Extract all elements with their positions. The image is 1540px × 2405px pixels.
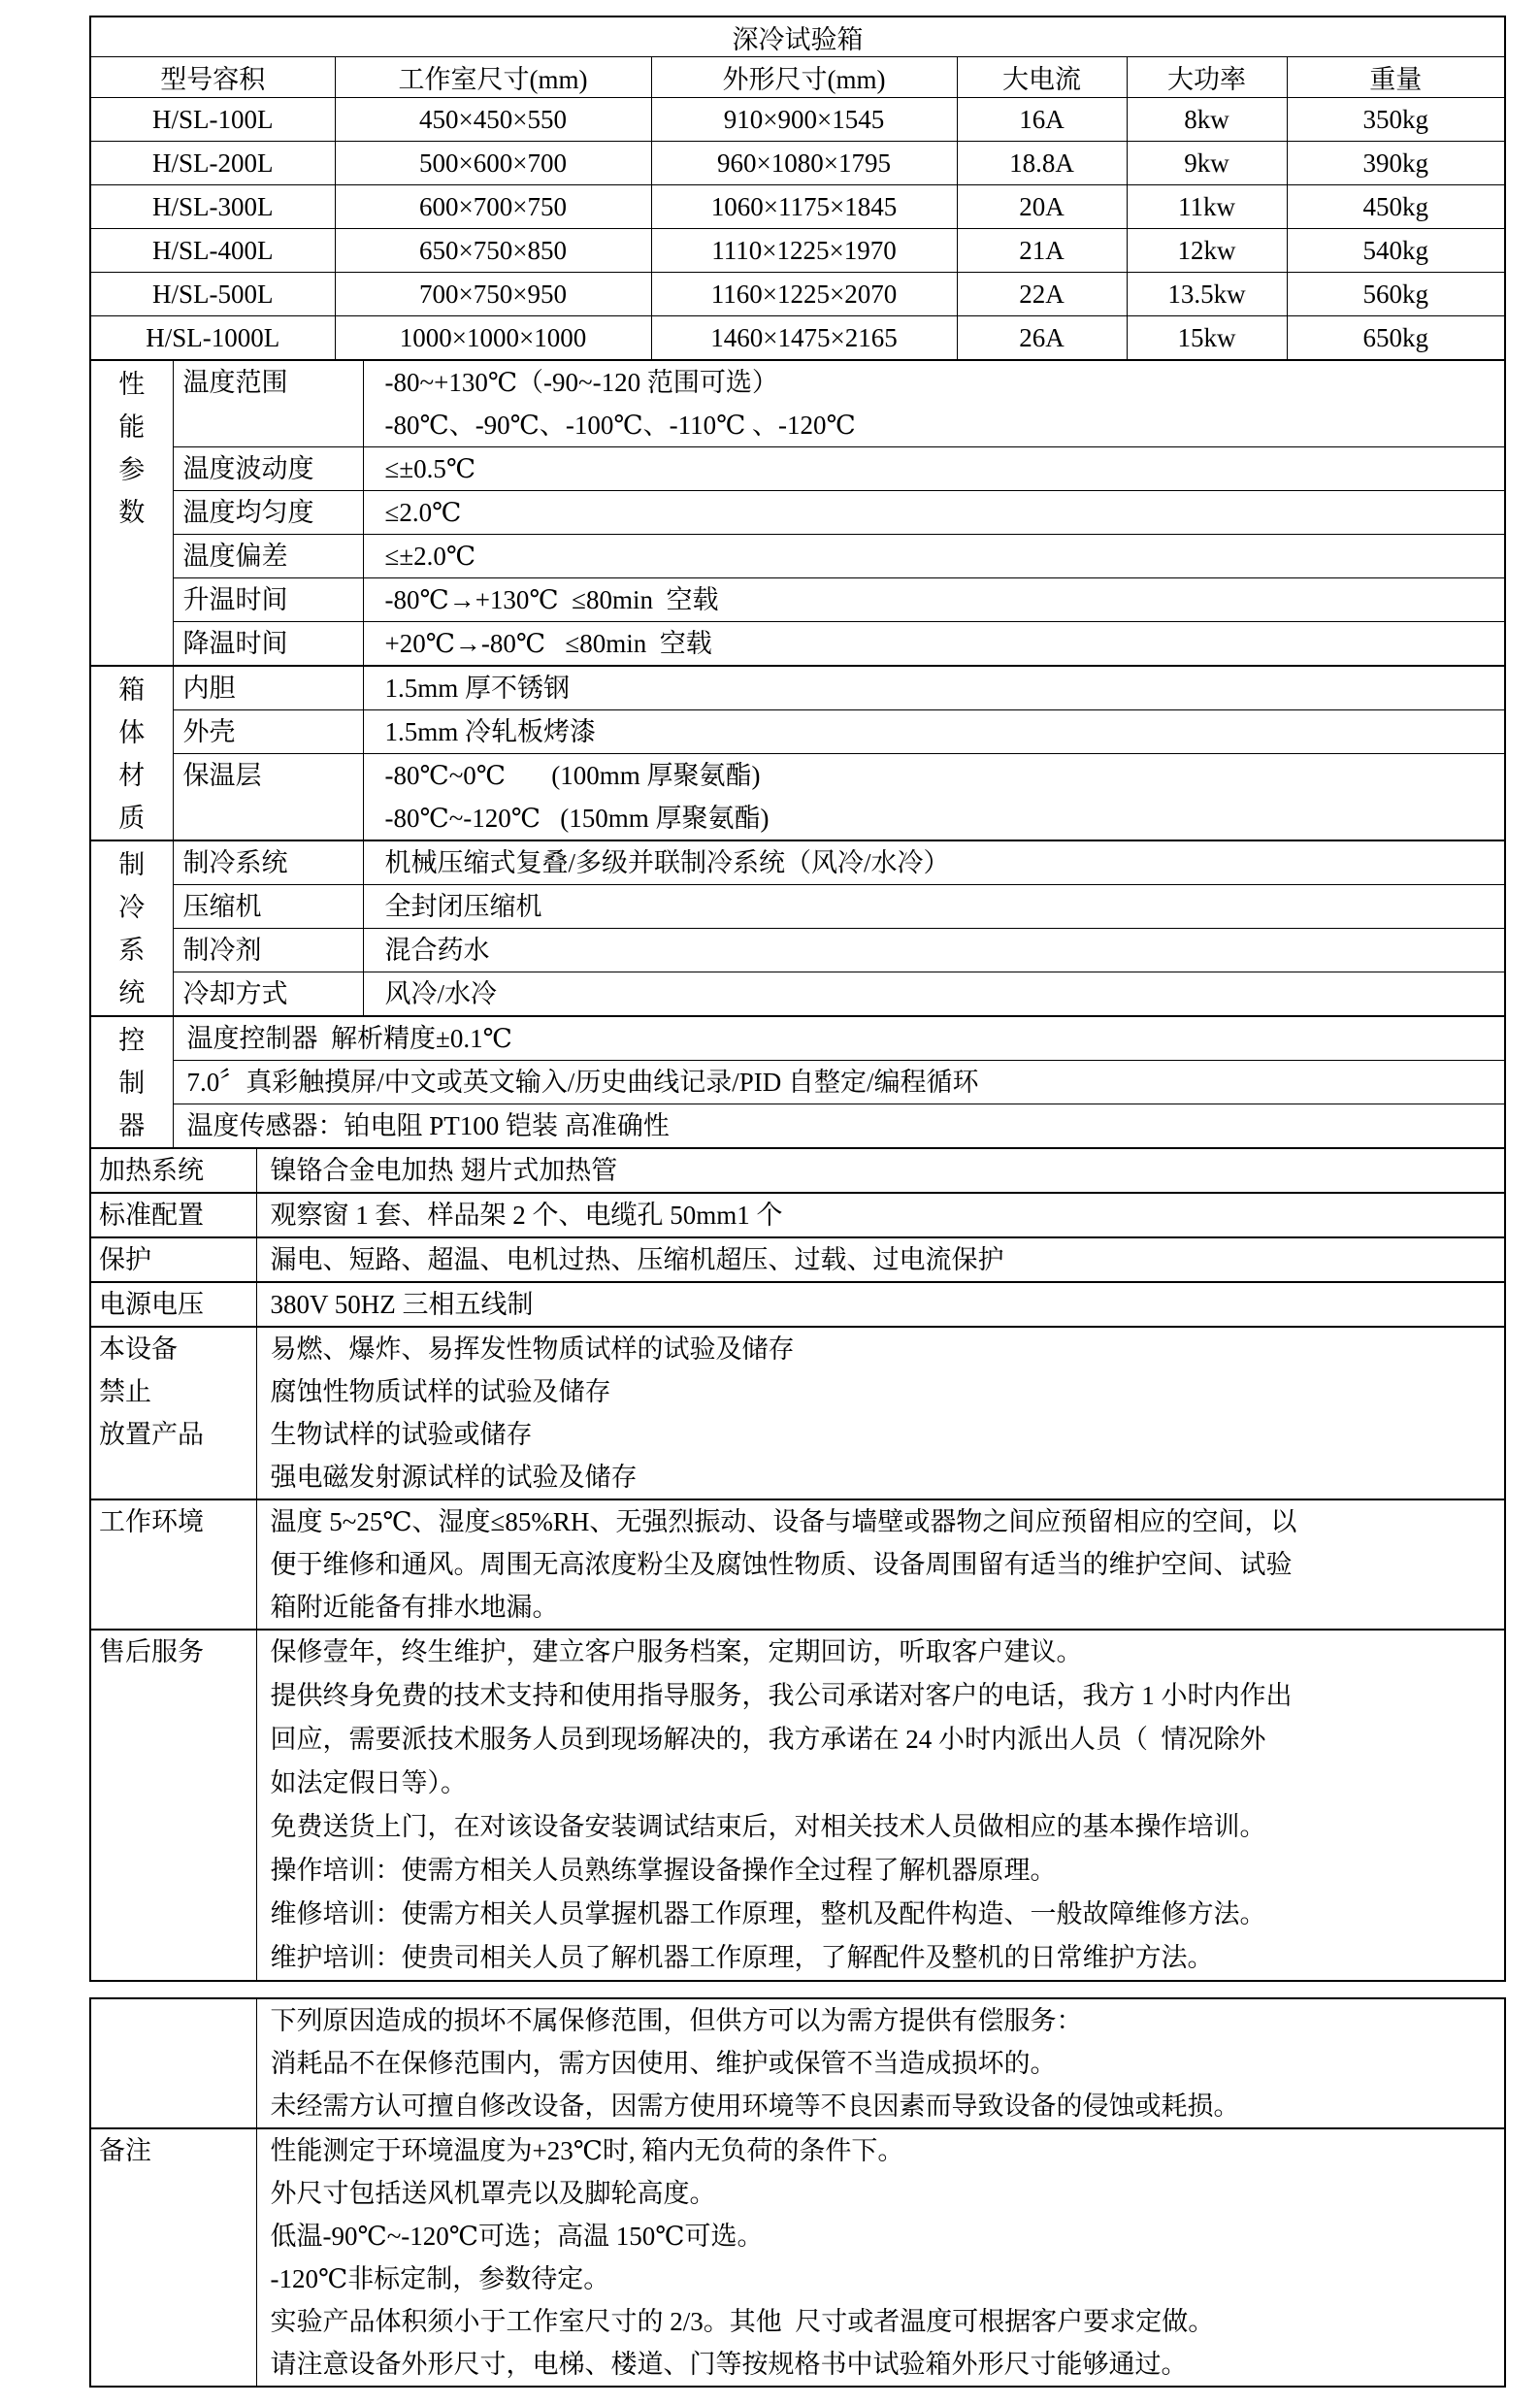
spec-value-insulation [363,754,1505,841]
weight-cell: 560kg [1287,273,1505,316]
col-header-max-power: 大功率 [1127,57,1287,98]
spec-line: 请注意设备外形尺寸，电梯、楼道、门等按规格书中试验箱外形尺寸能够通过。 [270,2350,1188,2379]
spec-line: 生物试样的试验或储存 [270,1420,533,1449]
spec-line: 性能测定于环境温度为+23℃时, 箱内无负荷的条件下。 [270,2136,904,2165]
workspace-size-cell: 600×700×750 [335,185,651,229]
table-row [90,1282,1505,1327]
current-cell: 22A [957,273,1127,316]
section-label-performance [90,360,173,666]
current-cell: 26A [957,316,1127,361]
spec-line: 7.0〞真彩触摸屏/中文或英文输入/历史曲线记录/PID 自整定/编程循环 [186,1068,979,1097]
spec-value-refrigerant [363,929,1505,972]
outer-size-cell: 960×1080×1795 [651,142,957,185]
row-label-work-environment: 工作环境 [90,1499,256,1630]
col-header-model: 型号容积 [90,57,335,98]
table-row [90,535,1505,578]
row-label-protection: 保护 [90,1237,256,1282]
table-row [90,1104,1505,1149]
col-header-weight: 重量 [1287,57,1505,98]
row-value-power-supply [256,1282,1505,1327]
workspace-size-cell: 650×750×850 [335,229,651,273]
spec-document-remarks [89,1997,1504,2388]
label-line: 本设备 [99,1334,178,1364]
row-label-forbidden-products [90,1327,256,1499]
spec-line: 温度传感器：铂电阻 PT100 铠装 高准确性 [186,1111,670,1140]
table-row [90,885,1505,929]
weight-cell: 350kg [1287,98,1505,142]
spec-line: -120℃非标定制，参数待定。 [270,2264,610,2293]
col-header-workspace-size: 工作室尺寸(mm) [335,57,651,98]
table-row [90,1148,1505,1193]
spec-value-compressor [363,885,1505,929]
spec-line: 实验产品体积须小于工作室尺寸的 2/3。其他 尺寸或者温度可根据客户要求定做。 [270,2307,1215,2336]
row-label-remarks: 备注 [90,2128,256,2387]
spec-name-temp-uniformity: 温度均匀度 [173,491,363,535]
table-row [90,1499,1505,1630]
model-name-cell: H/SL-200L [90,142,335,185]
row-label-warranty-exclusions-empty [90,1998,256,2128]
outer-size-cell: 910×900×1545 [651,98,957,142]
spec-line: 1.5mm 冷轧板烤漆 [384,717,597,746]
row-label-standard-config: 标准配置 [90,1193,256,1237]
controller-touchscreen-line [173,1061,1505,1104]
spec-name-refrigerant: 制冷剂 [173,929,363,972]
spec-table [89,359,1506,1149]
power-cell: 15kw [1127,316,1287,361]
table-row [90,1193,1505,1237]
section-label-cooling [90,840,173,1016]
spec-line: 易燃、爆炸、易挥发性物质试样的试验及储存 [270,1334,795,1364]
row-value-forbidden-products [256,1327,1505,1499]
col-header-max-current: 大电流 [957,57,1127,98]
table-row [90,972,1505,1017]
spec-value-cooling-method [363,972,1505,1017]
spec-line: 维修培训：使需方相关人员掌握机器工作原理，整机及配件构造、一般故障维修方法。 [270,1899,1266,1928]
table-row [90,2128,1505,2387]
table-row [90,316,1505,361]
spec-line: -80℃~-120℃ (150mm 厚聚氨酯) [384,804,770,833]
table-row [90,666,1505,710]
row-label-heating-system: 加热系统 [90,1148,256,1193]
spec-line: 镍铬合金电加热 翅片式加热管 [270,1156,618,1185]
spec-line: 1.5mm 厚不锈钢 [384,674,571,703]
section-label-text: 控制器 [118,1026,146,1140]
table-row [90,1016,1505,1061]
row-value-protection [256,1237,1505,1282]
table-row [90,929,1505,972]
section-label-text: 性能参数 [118,370,146,527]
labeled-rows-table [89,1147,1506,1982]
table-row [90,840,1505,885]
table-row [90,98,1505,142]
spec-line: 机械压缩式复叠/多级并联制冷系统（风冷/水冷） [384,848,950,877]
workspace-size-cell: 700×750×950 [335,273,651,316]
spec-name-cooling-method: 冷却方式 [173,972,363,1017]
spec-line: 维护培训：使贵司相关人员了解机器工作原理，了解配件及整机的日常维护方法。 [270,1943,1214,1972]
spec-line: ≤±2.0℃ [384,542,476,571]
current-cell: 16A [957,98,1127,142]
outer-size-cell: 1160×1225×2070 [651,273,957,316]
spec-name-temp-range: 温度范围 [173,360,363,447]
outer-size-cell: 1110×1225×1970 [651,229,957,273]
row-label-after-sales-service: 售后服务 [90,1630,256,1981]
spec-line: 腐蚀性物质试样的试验及储存 [270,1377,611,1406]
table-row [90,1237,1505,1282]
spec-line: 全封闭压缩机 [384,892,542,921]
row-value-standard-config [256,1193,1505,1237]
table-row [90,1998,1505,2128]
power-cell: 9kw [1127,142,1287,185]
col-header-outer-size: 外形尺寸(mm) [651,57,957,98]
row-value-remarks [256,2128,1505,2387]
weight-cell: 540kg [1287,229,1505,273]
table-row [90,1630,1505,1981]
outer-size-cell: 1060×1175×1845 [651,185,957,229]
weight-cell: 450kg [1287,185,1505,229]
spec-name-temp-fluctuation: 温度波动度 [173,447,363,491]
spec-value-temp-deviation [363,535,1505,578]
spec-line: 如法定假日等）。 [270,1768,467,1797]
power-cell: 11kw [1127,185,1287,229]
table-row [90,578,1505,622]
section-label-text: 箱体材质 [118,675,146,833]
remarks-table [89,1997,1506,2388]
spec-value-temp-uniformity [363,491,1505,535]
spec-line: 380V 50HZ 三相五线制 [270,1290,534,1319]
table-row [90,273,1505,316]
model-name-cell: H/SL-500L [90,273,335,316]
row-value-work-environment [256,1499,1505,1630]
spec-name-insulation: 保温层 [173,754,363,841]
spec-document-main [89,16,1504,1982]
outer-size-cell: 1460×1475×2165 [651,316,957,361]
section-label-text: 制冷系统 [118,850,146,1007]
spec-value-cooldown-time [363,622,1505,667]
section-label-cabinet [90,666,173,840]
weight-cell: 650kg [1287,316,1505,361]
controller-temp-sensor-line [173,1104,1505,1149]
spec-line: ≤2.0℃ [384,498,462,527]
spec-value-refrigeration-system [363,840,1505,885]
workspace-size-cell: 450×450×550 [335,98,651,142]
power-cell: 13.5kw [1127,273,1287,316]
table-row [90,491,1505,535]
spec-name-inner-liner: 内胆 [173,666,363,710]
label-line: 放置产品 [99,1420,204,1449]
label-line: 禁止 [99,1377,151,1406]
spec-name-refrigeration-system: 制冷系统 [173,840,363,885]
table-row [90,710,1505,754]
table-row [90,1327,1505,1499]
table-row [90,754,1505,841]
spec-line: 强电磁发射源试样的试验及储存 [270,1463,638,1492]
spec-line: -80℃→+130℃ ≤80min 空载 [384,585,719,614]
spec-line: 提供终身免费的技术支持和使用指导服务，我公司承诺对客户的电话，我方 1 小时内作出 [270,1681,1293,1710]
row-value-heating-system [256,1148,1505,1193]
spec-line: 保修壹年，终生维护，建立客户服务档案，定期回访，听取客户建议。 [270,1637,1083,1666]
workspace-size-cell: 500×600×700 [335,142,651,185]
workspace-size-cell: 1000×1000×1000 [335,316,651,361]
spec-value-temp-fluctuation [363,447,1505,491]
table-row [90,229,1505,273]
table-row [90,447,1505,491]
row-value-after-sales-service [256,1630,1505,1981]
spec-line: ≤±0.5℃ [384,454,476,483]
spec-line: 温度控制器 解析精度±0.1℃ [186,1024,512,1053]
controller-resolution-line [173,1016,1505,1061]
spec-line: 风冷/水冷 [384,979,498,1008]
models-table [89,16,1506,361]
spec-line: 回应，需要派技术服务人员到现场解决的，我方承诺在 24 小时内派出人员（ 情况除外 [270,1725,1266,1754]
spec-line: -80℃、-90℃、-100℃、-110℃ 、-120℃ [384,411,856,440]
spec-value-inner-liner [363,666,1505,710]
table-row [90,185,1505,229]
spec-line: 免费送货上门，在对该设备安装调试结束后，对相关技术人员做相应的基本操作培训。 [270,1812,1266,1841]
spec-line: 低温-90℃~-120℃可选；高温 150℃可选。 [270,2222,764,2251]
row-value-warranty-exclusions [256,1998,1505,2128]
spec-name-temp-deviation: 温度偏差 [173,535,363,578]
current-cell: 21A [957,229,1127,273]
spec-line: 箱附近能备有排水地漏。 [270,1593,559,1622]
spec-value-heatup-time [363,578,1505,622]
section-label-controller [90,1016,173,1148]
table-row [90,360,1505,447]
power-cell: 12kw [1127,229,1287,273]
spec-line: 消耗品不在保修范围内，需方因使用、维护或保管不当造成损坏的。 [270,2049,1057,2078]
table-row [90,142,1505,185]
spec-value-temp-range [363,360,1505,447]
spec-line: 外尺寸包括送风机罩壳以及脚轮高度。 [270,2179,716,2208]
model-name-cell: H/SL-100L [90,98,335,142]
table-row [90,1061,1505,1104]
spec-line: 观察窗 1 套、样品架 2 个、电缆孔 50mm1 个 [270,1201,783,1230]
spec-line: -80℃~0℃ (100mm 厚聚氨酯) [384,761,761,790]
spec-name-cooldown-time: 降温时间 [173,622,363,667]
doc-title: 深冷试验箱 [90,16,1505,57]
spec-line: 便于维修和通风。周围无高浓度粉尘及腐蚀性物质、设备周围留有适当的维护空间、试验 [270,1550,1293,1579]
spec-line: 漏电、短路、超温、电机过热、压缩机超压、过载、过电流保护 [270,1245,1004,1274]
spec-line: -80~+130℃（-90~-120 范围可选） [384,368,778,397]
model-name-cell: H/SL-1000L [90,316,335,361]
weight-cell: 390kg [1287,142,1505,185]
model-name-cell: H/SL-400L [90,229,335,273]
current-cell: 20A [957,185,1127,229]
spec-name-compressor: 压缩机 [173,885,363,929]
spec-line: 混合药水 [384,936,490,965]
spec-line: +20℃→-80℃ ≤80min 空载 [384,629,712,658]
spec-value-outer-shell [363,710,1505,754]
row-label-power-supply: 电源电压 [90,1282,256,1327]
power-cell: 8kw [1127,98,1287,142]
model-name-cell: H/SL-300L [90,185,335,229]
spec-name-heatup-time: 升温时间 [173,578,363,622]
spec-line: 操作培训：使需方相关人员熟练掌握设备操作全过程了解机器原理。 [270,1856,1057,1885]
spec-line: 温度 5~25℃、湿度≤85%RH、无强烈振动、设备与墙壁或器物之间应预留相应的空间，以 [270,1507,1297,1536]
spec-line: 未经需方认可擅自修改设备，因需方使用环境等不良因素而导致设备的侵蚀或耗损。 [270,2092,1240,2121]
spec-name-outer-shell: 外壳 [173,710,363,754]
table-row [90,622,1505,667]
spec-line: 下列原因造成的损坏不属保修范围，但供方可以为需方提供有偿服务： [270,2006,1083,2035]
current-cell: 18.8A [957,142,1127,185]
